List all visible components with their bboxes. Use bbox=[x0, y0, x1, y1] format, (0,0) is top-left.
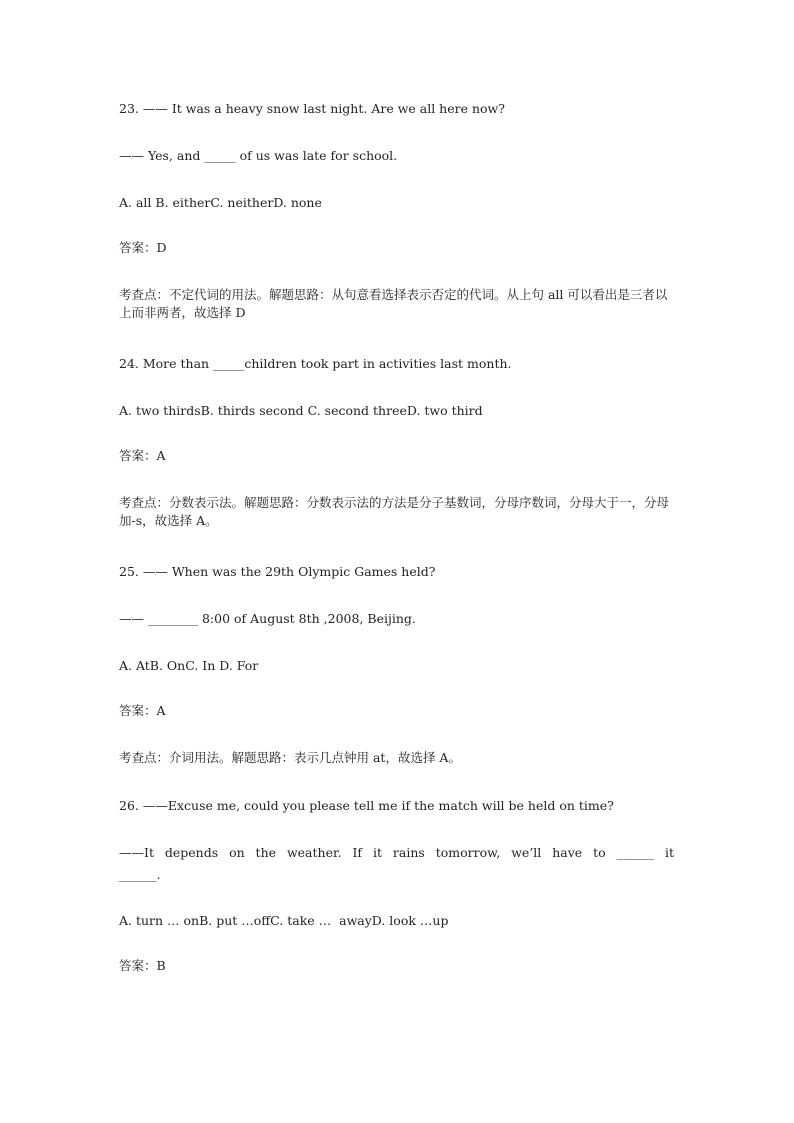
question-26-stem: 26. ——Excuse me, could you please tell me if the match will be held on time? bbox=[119, 798, 614, 813]
question-25-options: A. AtB. OnC. In D. For bbox=[119, 658, 259, 673]
question-26-options: A. turn … onB. put …offC. take … awayD. look …up bbox=[119, 913, 449, 928]
question-25-answer: 答案：A bbox=[119, 703, 166, 718]
question-25-stem: 25. —— When was the 29th Olympic Games held? bbox=[119, 564, 436, 579]
question-23-reply: —— Yes, and _____ of us was late for school. bbox=[119, 148, 398, 163]
question-26-reply-line1: ——It depends on the weather. If it rains tomorrow, we’ll have to ______ it bbox=[119, 845, 674, 860]
question-24-answer: 答案：A bbox=[119, 448, 166, 463]
question-24-stem: 24. More than _____children took part in activities last month. bbox=[119, 356, 512, 371]
question-23-stem: 23. —— It was a heavy snow last night. Are we all here now? bbox=[119, 101, 505, 116]
question-24-analysis: 考查点：分数表示法。解题思路：分数表示法的方法是分子基数词，分母序数词，分母大于一，分母加-s，故选择 A。 bbox=[119, 495, 670, 528]
question-26-answer: 答案：B bbox=[119, 958, 166, 973]
question-25-analysis: 考查点：介词用法。解题思路：表示几点钟用 at，故选择 A。 bbox=[119, 750, 461, 765]
question-23-options: A. all B. eitherC. neitherD. none bbox=[119, 195, 322, 210]
question-23-answer: 答案：D bbox=[119, 240, 167, 255]
question-26-reply-line2: ______. bbox=[119, 867, 161, 882]
question-25-reply: —— ________ 8:00 of August 8th ,2008, Beijing. bbox=[119, 611, 416, 626]
question-24-options: A. two thirdsB. thirds second C. second threeD. two third bbox=[119, 403, 483, 418]
question-23-analysis: 考查点：不定代词的用法。解题思路：从句意看选择表示否定的代词。从上句 all 可以看出是三者以上而非两者，故选择 D bbox=[119, 287, 668, 320]
